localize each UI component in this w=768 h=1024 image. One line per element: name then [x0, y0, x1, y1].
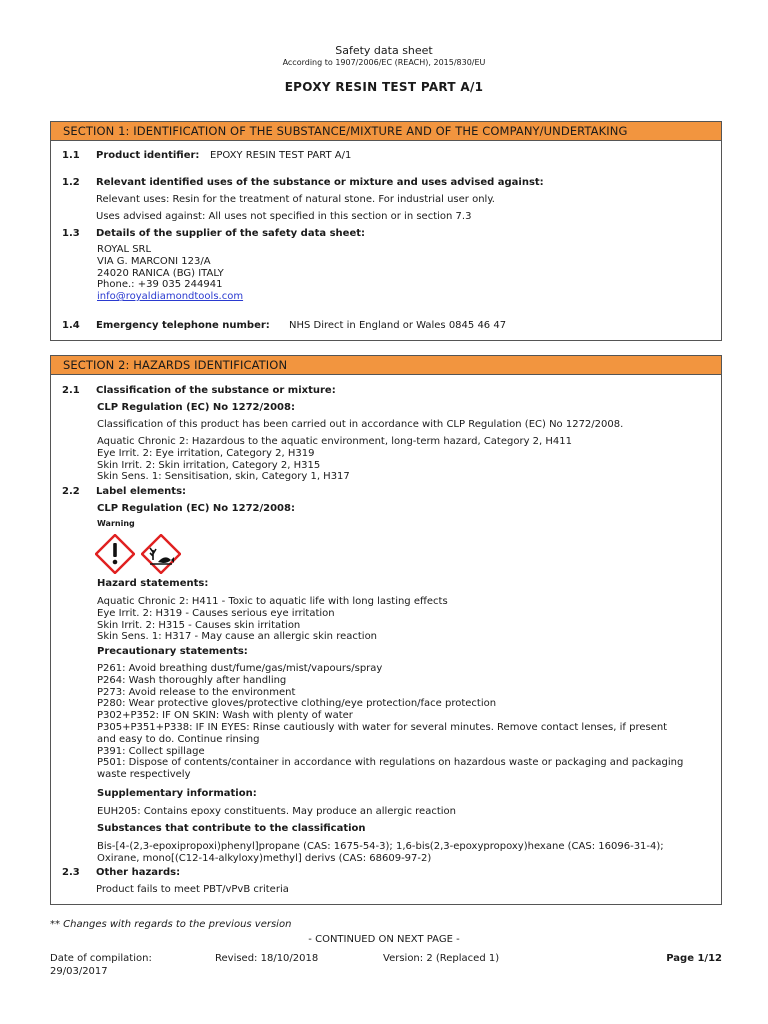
classification-list [97, 436, 572, 483]
emergency-phone-value: NHS Direct in England or Wales 0845 46 47 [289, 320, 507, 331]
contributing-substance: Oxirane, mono[(C12-14-alkyloxy)methyl] derivs (CAS: 68609-97-2) [97, 852, 432, 864]
subsection-number: 2.1 [62, 385, 80, 396]
precautionary-statement: P501: Dispose of contents/container in accordance with regulations on hazardous waste or packaging and packaging [97, 757, 684, 769]
relevant-uses-label: Relevant identified uses of the substance or mixture and uses advised against: [96, 177, 544, 188]
precautionary-statements-heading: Precautionary statements: [97, 646, 248, 657]
document-title: Safety data sheet [335, 44, 433, 57]
precautionary-statement: P261: Avoid breathing dust/fume/gas/mist/vapours/spray [97, 663, 383, 674]
signal-word: Warning [97, 519, 135, 528]
supplier-address [97, 244, 243, 303]
email-link[interactable]: info@royaldiamondtools.com [97, 291, 244, 303]
classification-item: Eye Irrit. 2: Eye irritation, Category 2, H319 [97, 447, 315, 459]
clp-regulation-heading: CLP Regulation (EC) No 1272/2008: [97, 503, 295, 514]
hazard-statement: Skin Sens. 1: H317 - May cause an allergic skin reaction [97, 631, 378, 643]
subsection-number: 2.2 [62, 486, 80, 497]
classification-item: Skin Irrit. 2: Skin irritation, Category 2, H315 [97, 459, 321, 471]
hazard-statement: Aquatic Chronic 2: H411 - Toxic to aquatic life with long lasting effects [97, 596, 448, 607]
supplementary-info-text: EUH205: Contains epoxy constituents. May produce an allergic reaction [97, 806, 456, 817]
environment-pictogram [141, 534, 181, 574]
precautionary-statement: waste respectively [97, 769, 191, 781]
subsection-number: 2.3 [62, 867, 80, 878]
hazard-statement: Eye Irrit. 2: H319 - Causes serious eye irritation [97, 607, 335, 619]
section-1-heading: SECTION 1: IDENTIFICATION OF THE SUBSTANCE/MIXTURE AND OF THE COMPANY/UNDERTAKING [51, 122, 721, 141]
uses-advised-against-text: Uses advised against: All uses not specified in this section or in section 7.3 [96, 211, 472, 222]
section-2 [50, 355, 722, 905]
product-identifier-label: Product identifier: [96, 150, 200, 161]
revised-date: Revised: 18/10/2018 [215, 953, 319, 964]
other-hazards-text: Product fails to meet PBT/vPvB criteria [96, 884, 289, 895]
classification-statement: Classification of this product has been carried out in accordance with CLP Regulation (EC) No 1272/2008. [97, 419, 624, 430]
exclamation-mark-pictogram [95, 534, 135, 574]
compilation-date: 29/03/2017 [50, 966, 108, 977]
subsection-number: 1.4 [62, 320, 80, 331]
version-info: Version: 2 (Replaced 1) [383, 953, 500, 964]
contributing-substances-list [97, 841, 664, 865]
phone: Phone.: +39 035 244941 [97, 279, 223, 291]
precautionary-statement: P264: Wash thoroughly after handling [97, 674, 287, 686]
precautionary-statement: P305+P351+P338: IF IN EYES: Rinse cautiously with water for several minutes. Remove contact lenses, if present [97, 721, 668, 733]
emergency-phone-label: Emergency telephone number: [96, 320, 270, 331]
hazard-statements-list [97, 596, 448, 643]
section-2-heading: SECTION 2: HAZARDS IDENTIFICATION [51, 356, 721, 375]
subsection-number: 1.3 [62, 228, 80, 239]
supplier-details-label: Details of the supplier of the safety data sheet: [96, 228, 366, 239]
subsection-number: 1.1 [62, 150, 80, 161]
product-title: EPOXY RESIN TEST PART A/1 [284, 80, 484, 94]
compilation-date-label: Date of compilation: [50, 953, 152, 964]
hazard-statement: Skin Irrit. 2: H315 - Causes skin irritation [97, 619, 301, 631]
changes-note: ** Changes with regards to the previous version [50, 919, 292, 930]
precautionary-statement: P280: Wear protective gloves/protective clothing/eye protection/face protection [97, 698, 497, 710]
precautionary-statement: and easy to do. Continue rinsing [97, 733, 260, 745]
classification-item: Aquatic Chronic 2: Hazardous to the aquatic environment, long-term hazard, Category 2, H411 [97, 436, 572, 447]
regulation-reference: According to 1907/2006/EC (REACH), 2015/830/EU [282, 58, 486, 67]
precautionary-statement: P273: Avoid release to the environment [97, 686, 296, 698]
precautionary-statement: P391: Collect spillage [97, 745, 205, 757]
subsection-number: 1.2 [62, 177, 80, 188]
contributing-substance: Bis-[4-(2,3-epoxipropoxi)phenyl]propane (CAS: 1675-54-3); 1,6-bis(2,3-epoxypropoxy)hexane (CAS: 16096-31-4); [97, 841, 664, 852]
section-1 [50, 121, 722, 341]
classification-label: Classification of the substance or mixture: [96, 385, 336, 396]
city: 24020 RANICA (BG) ITALY [97, 267, 224, 279]
relevant-uses-text: Relevant uses: Resin for the treatment of natural stone. For industrial user only. [96, 194, 495, 205]
precautionary-statements-list [97, 663, 683, 781]
continued-notice: - CONTINUED ON NEXT PAGE - [308, 934, 460, 945]
product-identifier-value: EPOXY RESIN TEST PART A/1 [210, 150, 352, 161]
company-name: ROYAL SRL [97, 244, 152, 255]
classification-item: Skin Sens. 1: Sensitisation, skin, Category 1, H317 [97, 471, 350, 483]
page-number: Page 1/12 [666, 953, 722, 964]
other-hazards-label: Other hazards: [96, 867, 181, 878]
clp-regulation-heading: CLP Regulation (EC) No 1272/2008: [97, 402, 295, 413]
hazard-statements-heading: Hazard statements: [97, 578, 209, 589]
label-elements-label: Label elements: [96, 486, 187, 497]
contributing-substances-heading: Substances that contribute to the classification [97, 823, 366, 834]
street: VIA G. MARCONI 123/A [97, 255, 211, 267]
precautionary-statement: P302+P352: IF ON SKIN: Wash with plenty of water [97, 710, 353, 722]
supplementary-info-heading: Supplementary information: [97, 788, 257, 799]
